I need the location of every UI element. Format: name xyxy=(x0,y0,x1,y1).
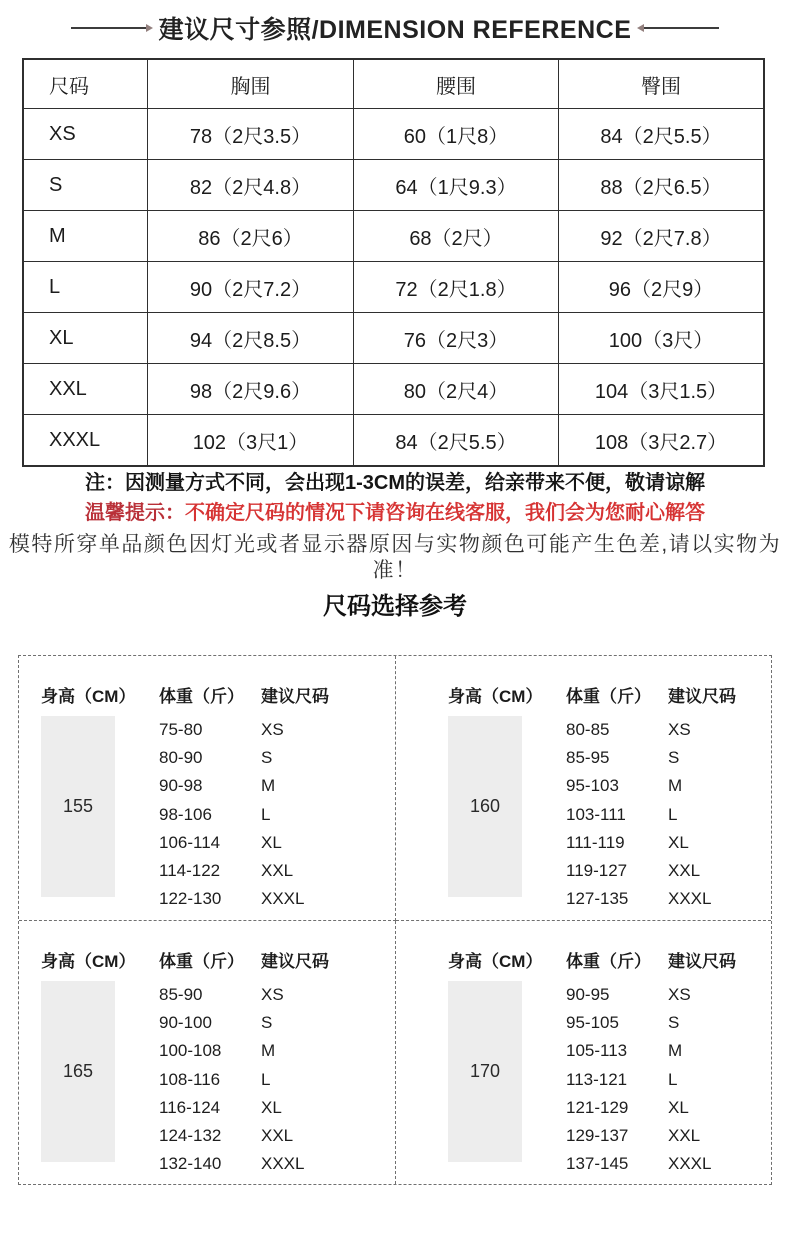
panel-col-header-height: 身高（CM） xyxy=(41,687,136,706)
panel-col-header-weight: 体重（斤） xyxy=(566,687,651,706)
weight-size-row xyxy=(159,1150,304,1178)
weight-size-row xyxy=(566,1066,711,1094)
weight-size-row xyxy=(159,1094,304,1122)
recommended-size: XXXL xyxy=(261,1154,305,1174)
weight-range: 127-135 xyxy=(566,889,629,909)
height-value: 165 xyxy=(62,1061,94,1081)
recommended-size: XL xyxy=(668,832,689,852)
panel-body xyxy=(41,981,395,1178)
weight-size-row xyxy=(566,885,711,913)
page-title-row xyxy=(0,10,790,46)
recommended-size: L xyxy=(668,804,678,824)
cell-waist-value: 64（1尺9.3） xyxy=(353,160,558,210)
cell-waist-value: 80（2尺4） xyxy=(353,364,558,414)
height-block xyxy=(448,716,522,897)
cell-waist-value: 60（1尺8） xyxy=(353,109,558,159)
height-value: 155 xyxy=(62,796,94,816)
title-decoration-line-right xyxy=(643,27,719,29)
cell-waist-value: 72（2尺1.8） xyxy=(353,262,558,312)
weight-range: 90-100 xyxy=(159,1013,212,1033)
panel-body xyxy=(448,716,771,913)
panel-col-header-height: 身高（CM） xyxy=(448,952,543,971)
cell-waist-value: 76（2尺3） xyxy=(353,313,558,363)
weight-size-row xyxy=(159,885,304,913)
weight-range: 132-140 xyxy=(159,1154,222,1174)
recommended-size: XXL xyxy=(261,1126,294,1146)
height-block xyxy=(41,716,115,897)
weight-range: 85-95 xyxy=(566,748,610,768)
recommended-size: L xyxy=(261,804,271,824)
panel-col-header-weight: 体重（斤） xyxy=(159,687,244,706)
weight-range: 108-116 xyxy=(159,1069,221,1089)
size-guide-grid xyxy=(18,655,772,1185)
weight-range: 95-105 xyxy=(566,1013,619,1033)
cell-hip-value: 104（3尺1.5） xyxy=(558,364,763,414)
weight-size-row xyxy=(159,981,304,1009)
recommended-size: M xyxy=(668,776,683,796)
weight-size-row xyxy=(566,981,711,1009)
weight-size-row xyxy=(159,1122,304,1150)
height-block xyxy=(448,981,522,1162)
panel-body xyxy=(448,981,771,1178)
panel-col-header-size: 建议尺码 xyxy=(668,952,736,971)
recommended-size: XXXL xyxy=(261,889,305,909)
weight-size-row xyxy=(566,1009,711,1037)
height-value: 170 xyxy=(469,1061,501,1081)
panel-body xyxy=(41,716,395,913)
table-row xyxy=(24,363,763,414)
table-header-waist: 腰围 xyxy=(353,60,558,108)
recommended-size: S xyxy=(261,748,273,768)
cell-chest-value: 98（2尺9.6） xyxy=(147,364,353,414)
cell-size-label: L xyxy=(49,275,61,298)
weight-range: 80-85 xyxy=(566,720,610,740)
panel-col-header-size: 建议尺码 xyxy=(261,687,329,706)
weight-size-row xyxy=(566,857,711,885)
weight-range: 90-98 xyxy=(159,776,203,796)
cell-size-label: XS xyxy=(49,122,76,145)
recommended-size: L xyxy=(668,1069,678,1089)
weight-range: 98-106 xyxy=(159,804,212,824)
recommended-size: XS xyxy=(668,720,691,740)
table-body xyxy=(24,108,763,465)
size-guide-panel-170 xyxy=(396,921,771,1184)
weight-size-list xyxy=(566,981,711,1178)
service-reminder-note xyxy=(0,500,790,526)
panel-header xyxy=(41,947,395,972)
cell-size-label: S xyxy=(49,173,63,196)
weight-size-row xyxy=(566,744,711,772)
recommended-size: XS xyxy=(261,985,284,1005)
cell-chest-value: 82（2尺4.8） xyxy=(147,160,353,210)
weight-size-row xyxy=(159,1037,304,1065)
cell-chest-value: 102（3尺1） xyxy=(147,415,353,465)
cell-hip-value: 108（3尺2.7） xyxy=(558,415,763,465)
cell-size-label: XXXL xyxy=(49,428,101,451)
recommended-size: XXL xyxy=(668,861,701,881)
title-decoration-line-left xyxy=(71,27,147,29)
recommended-size: XXL xyxy=(261,861,294,881)
weight-size-row xyxy=(566,772,711,800)
measurement-tolerance-note: 注：因测量方式不同，会出现1-3CM的误差，给亲带来不便，敬请谅解 xyxy=(84,472,705,494)
weight-size-row xyxy=(159,1066,304,1094)
weight-range: 105-113 xyxy=(566,1041,628,1061)
weight-size-row xyxy=(159,772,304,800)
recommended-size: XS xyxy=(261,720,284,740)
size-guide-panel-165 xyxy=(19,921,396,1184)
recommended-size: XXXL xyxy=(668,1154,712,1174)
panel-col-header-height: 身高（CM） xyxy=(41,952,136,971)
weight-range: 122-130 xyxy=(159,889,222,909)
size-guide-panel-160 xyxy=(396,656,771,921)
panel-col-header-size: 建议尺码 xyxy=(261,952,329,971)
panel-header xyxy=(41,682,395,707)
table-row xyxy=(24,108,763,159)
panel-col-header-weight: 体重（斤） xyxy=(159,952,244,971)
weight-range: 111-119 xyxy=(566,832,625,852)
weight-size-row xyxy=(159,801,304,829)
cell-size-label: M xyxy=(49,224,66,247)
weight-range: 95-103 xyxy=(566,776,619,796)
recommended-size: M xyxy=(261,1041,276,1061)
cell-chest-value: 86（2尺6） xyxy=(147,211,353,261)
weight-range: 121-129 xyxy=(566,1097,629,1117)
height-block xyxy=(41,981,115,1162)
recommended-size: XL xyxy=(668,1097,689,1117)
cell-waist-value: 84（2尺5.5） xyxy=(353,415,558,465)
cell-chest-value: 90（2尺7.2） xyxy=(147,262,353,312)
recommended-size: XL xyxy=(261,1097,282,1117)
cell-waist-value: 68（2尺） xyxy=(353,211,558,261)
table-row xyxy=(24,261,763,312)
table-row xyxy=(24,414,763,465)
recommended-size: XXXL xyxy=(668,889,712,909)
recommended-size: M xyxy=(668,1041,683,1061)
table-row xyxy=(24,210,763,261)
weight-range: 129-137 xyxy=(566,1126,629,1146)
table-header-size: 尺码 xyxy=(49,75,89,98)
weight-range: 100-108 xyxy=(159,1041,222,1061)
cell-size-label: XL xyxy=(49,326,74,349)
weight-range: 103-111 xyxy=(566,804,626,824)
weight-size-row xyxy=(566,716,711,744)
panel-col-header-height: 身高（CM） xyxy=(448,687,543,706)
weight-range: 85-90 xyxy=(159,985,203,1005)
weight-range: 116-124 xyxy=(159,1097,221,1117)
height-value: 160 xyxy=(469,796,501,816)
recommended-size: L xyxy=(261,1069,271,1089)
recommended-size: M xyxy=(261,776,276,796)
weight-range: 137-145 xyxy=(566,1154,629,1174)
weight-size-row xyxy=(566,829,711,857)
arrow-left-icon xyxy=(637,24,644,32)
dimension-table xyxy=(22,58,765,467)
recommended-size: S xyxy=(668,1013,680,1033)
weight-size-row xyxy=(566,1150,711,1178)
weight-range: 113-121 xyxy=(566,1069,628,1089)
recommended-size: XXL xyxy=(668,1126,701,1146)
weight-range: 119-127 xyxy=(566,861,628,881)
weight-size-row xyxy=(159,1009,304,1037)
size-guide-title: 尺码选择参考 xyxy=(323,593,467,620)
cell-hip-value: 100（3尺） xyxy=(558,313,763,363)
weight-range: 90-95 xyxy=(566,985,610,1005)
page-title: 建议尺寸参照/DIMENSION REFERENCE xyxy=(158,16,632,44)
table-header-chest: 胸围 xyxy=(147,60,353,108)
panel-col-header-size: 建议尺码 xyxy=(668,687,736,706)
weight-range: 75-80 xyxy=(159,720,203,740)
cell-chest-value: 78（2尺3.5） xyxy=(147,109,353,159)
cell-hip-value: 92（2尺7.8） xyxy=(558,211,763,261)
table-row xyxy=(24,312,763,363)
reminder-text: 不确定尺码的情况下请咨询在线客服，我们会为您耐心解答 xyxy=(185,502,705,524)
arrow-right-icon xyxy=(146,24,153,32)
recommended-size: S xyxy=(668,748,680,768)
recommended-size: XL xyxy=(261,832,282,852)
cell-hip-value: 96（2尺9） xyxy=(558,262,763,312)
cell-size-label: XXL xyxy=(49,377,87,400)
table-header-hip: 臀围 xyxy=(558,60,763,108)
reminder-label: 温馨提示： xyxy=(85,502,185,524)
cell-hip-value: 84（2尺5.5） xyxy=(558,109,763,159)
weight-size-row xyxy=(159,829,304,857)
weight-size-list xyxy=(566,716,711,913)
panel-header xyxy=(448,947,771,972)
panel-header xyxy=(448,682,771,707)
table-header-row xyxy=(24,60,763,108)
weight-size-row xyxy=(566,1094,711,1122)
weight-size-list xyxy=(159,981,304,1178)
weight-range: 114-122 xyxy=(159,861,221,881)
weight-size-row xyxy=(566,1037,711,1065)
weight-size-row xyxy=(566,1122,711,1150)
color-difference-note: 模特所穿单品颜色因灯光或者显示器原因与实物颜色可能产生色差,请以实物为准！ xyxy=(8,533,782,582)
cell-chest-value: 94（2尺8.5） xyxy=(147,313,353,363)
cell-hip-value: 88（2尺6.5） xyxy=(558,160,763,210)
panel-col-header-weight: 体重（斤） xyxy=(566,952,651,971)
recommended-size: XS xyxy=(668,985,691,1005)
weight-range: 80-90 xyxy=(159,748,203,768)
size-guide-panel-155 xyxy=(19,656,396,921)
weight-size-row xyxy=(566,801,711,829)
weight-range: 106-114 xyxy=(159,832,221,852)
weight-size-row xyxy=(159,857,304,885)
weight-size-row xyxy=(159,744,304,772)
weight-size-list xyxy=(159,716,304,913)
table-row xyxy=(24,159,763,210)
weight-range: 124-132 xyxy=(159,1126,222,1146)
recommended-size: S xyxy=(261,1013,273,1033)
weight-size-row xyxy=(159,716,304,744)
